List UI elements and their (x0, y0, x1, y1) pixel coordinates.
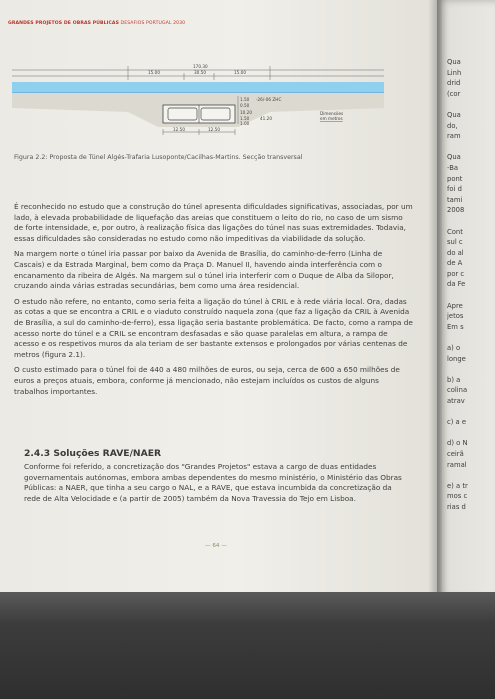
river-water (12, 82, 384, 93)
paragraph: O estudo não refere, no entanto, como seria feita a ligação do túnel à CRIL e à rede viária local. Ora, dadas as cotas a que se encontra a CRIL e o viaduto construído naquela zona (que faz a ligação da CRIL à Avenida de Brasília, a sul do caminho-de-ferro), essa ligação seria bastante problemática. De facto, como a rampa de acesso norte do túnel e a CRIL se encontram desfasadas e são quase paralelas em altura, a rampa de acesso e os respetivos muros da ala teriam de ser bastante extensos e prolongados por várias centenas de metros (figura 2.1). (14, 296, 413, 359)
right-page-text (447, 57, 495, 513)
tunnel-box (163, 105, 235, 123)
right-page-line (447, 142, 495, 153)
page-number: — 64 — (205, 543, 227, 549)
right-page-line (447, 470, 495, 481)
dim-right: 15.00 (234, 70, 246, 75)
level-e: 41.20 (260, 116, 272, 121)
level-f: 1.00 (240, 121, 250, 126)
dim-left: 15.00 (148, 70, 160, 75)
right-page-line: c) a e (447, 418, 467, 427)
right-page-line: do al (447, 248, 464, 257)
right-page-line: ceirã (447, 449, 464, 458)
right-page-line: pont (447, 174, 463, 183)
right-page-line: Qua (447, 153, 461, 162)
right-page-line: colina (447, 386, 468, 395)
right-page-line: Em s (447, 322, 464, 331)
right-page-line: tami (447, 195, 463, 204)
right-page-line: -Ba (447, 163, 459, 172)
right-page-line: rias d (447, 502, 466, 511)
units-note-1: Dimensões (320, 111, 344, 116)
tunnel-cross-section-figure (8, 52, 398, 157)
right-page-line: atrav (447, 397, 465, 405)
paragraph: Na margem norte o túnel iria passar por baixo da Avenida de Brasília, do caminho-de-ferro (Linha de Cascais) e da Estrada Marginal, bem como da Praça D. Manuel II, havendo ainda interferência com o encanamento da ribeira de Algés. Na margem sul o túnel iria interferir com o Duque de Alba da Silopor, cruzando ainda várias estradas secundárias, bem como uma área residencial. (14, 249, 394, 291)
right-page-line (447, 216, 495, 227)
units-note-2: em metros (320, 116, 343, 121)
paragraph: É reconhecido no estudo que a construção do túnel apresenta dificuldades significativas, associadas, por um lado, à elevada probabilidade de liquefação das areias que constituem o leito do rio, no caso de um sismo de forte intensidade, e, por outro, à realização física das ligações do túnel nas suas extremidades. Todavia, essas dificuldades são consideradas no estudo como não impeditivas da viabilidade da solução. (14, 202, 413, 243)
level-a: 1.50 (240, 97, 250, 102)
running-head (8, 21, 185, 26)
dim-bottom-left: 12.50 (173, 127, 185, 132)
right-page-line: Linh (447, 68, 462, 77)
scan-background (0, 592, 495, 699)
right-page-line (447, 99, 495, 110)
right-page-line (447, 290, 495, 301)
right-page-line: foi d (447, 185, 462, 194)
right-page-line (447, 364, 495, 375)
right-page-line (447, 428, 495, 439)
right-page-line: longe (447, 354, 466, 363)
right-page-line: do, (447, 121, 458, 130)
right-page-line: jetos (447, 312, 464, 321)
right-page-line (447, 407, 495, 418)
right-page-line (447, 332, 495, 343)
section-paragraph: Conforme foi referido, a concretização dos "Grandes Projetos" estava a cargo de duas entidades governamentais autónomas, embora ambas dependentes do mesmo ministério, o Ministério das Obras Públicas: a NAER, que tinha a seu cargo o NAL, e a RAVE, que estava incumbida da concretização da rede de Alta Velocidade e (a partir de 2005) também da Nova Travessia do Tejo em Lisboa. (24, 462, 402, 503)
right-page-line: Apre (447, 301, 463, 310)
paragraph: O custo estimado para o túnel foi de 440 a 480 milhões de euros, ou seja, cerca de 600 a 650 milhões de euros a preços atuais, embora, conforme já mencionado, não estejam incluídos os custos de alguns trabalhos importantes. (14, 365, 400, 396)
right-page-line: mos c (447, 492, 468, 501)
level-b: 0.50 (240, 103, 250, 108)
right-page-line: da Fe (447, 280, 466, 289)
dim-centre: 30.50 (194, 70, 206, 75)
right-page-line: Cont (447, 227, 463, 236)
right-page-line: d) o N (447, 439, 468, 448)
dim-bottom-right: 12.50 (208, 127, 220, 132)
level-c: 10.20 (240, 110, 252, 115)
right-page-line: ramal (447, 460, 467, 469)
running-head-title: GRANDES PROJETOS DE OBRAS PÚBLICAS (8, 21, 119, 26)
right-page-line: de A (447, 259, 463, 268)
right-page-line: b) a (447, 375, 461, 384)
book-gutter (428, 0, 442, 598)
figure-caption: Figura 2.2: Proposta de Túnel Algés-Trafaria Lusoponte/Cacilhas-Martins. Secção transversal (14, 154, 303, 161)
right-page-line: drid (447, 79, 461, 88)
right-page-line: por c (447, 269, 465, 278)
right-page-line: ram (447, 132, 461, 141)
dim-overall: 170.30 (193, 64, 208, 69)
right-page-line: e) a tr (447, 481, 468, 490)
body-paragraphs (14, 202, 414, 402)
right-page-line: a) o (447, 344, 461, 353)
level-zhc: -26/-06 ZHC (256, 97, 282, 102)
right-page-line: 2008 (447, 206, 465, 215)
running-head-subtitle: DESAFIOS PORTUGAL 2030 (119, 21, 186, 26)
level-d: 1.50 (240, 116, 250, 121)
right-page-line: (cor (447, 89, 461, 98)
right-page-line: sul c (447, 238, 463, 247)
section-heading: 2.4.3 Soluções RAVE/NAER (24, 448, 162, 459)
right-page-line: Qua (447, 58, 461, 66)
right-page-line: Qua (447, 110, 461, 119)
